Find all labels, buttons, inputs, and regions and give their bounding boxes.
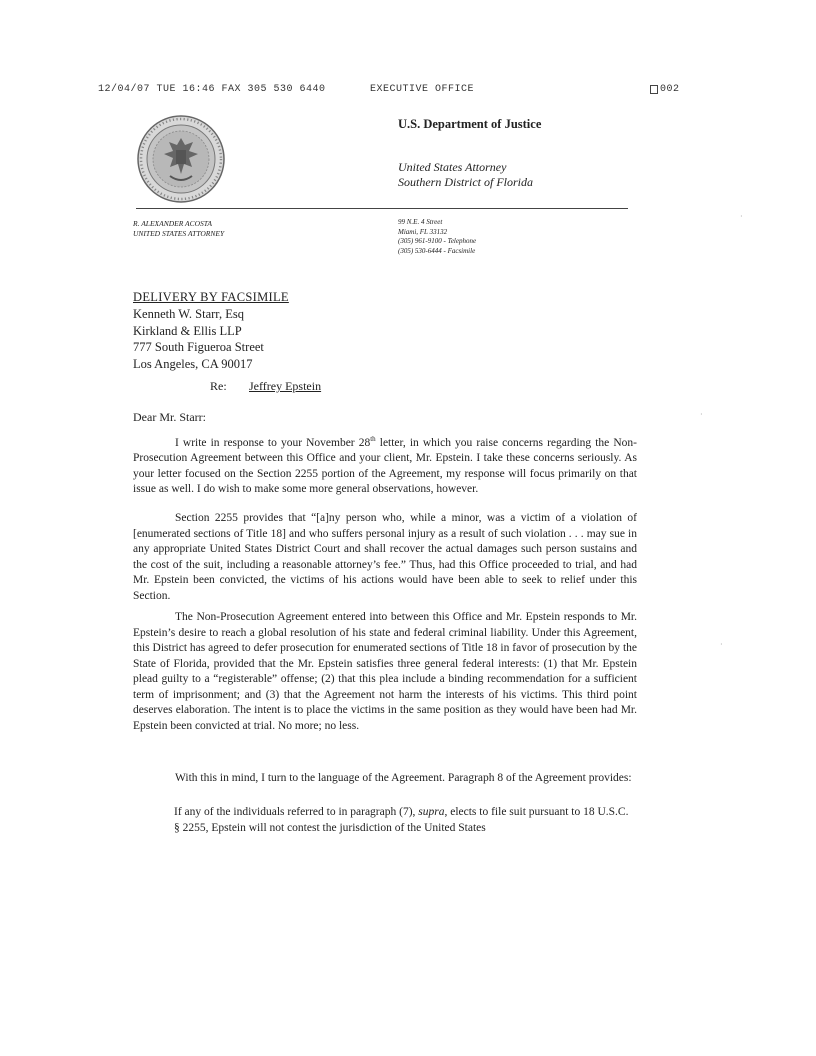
address-street: 99 N.E. 4 Street [398,218,443,226]
office-title: United States Attorney [398,160,507,174]
doj-seal-icon [136,114,226,204]
fax-page-indicator [650,84,680,95]
address-facsimile: (305) 530-6444 - Facsimile [398,246,476,255]
quote-text-start: If any of the individuals referred to in paragraph (7), [174,806,419,818]
body-paragraph-3 [133,610,637,734]
p1-superscript: th [370,435,376,443]
sender-title: UNITED STATES ATTORNEY [133,229,225,238]
recipient-name: Kenneth W. Starr, Esq [133,307,244,321]
re-subject: Jeffrey Epstein [249,379,322,393]
p3-text: The Non-Prosecution Agreement entered into between this Office and Mr. Epstein responds to Mr. Epstein’s desire to reach a global resolution of his state and federal criminal liability. Under this Agreement, this District has agreed to defer prosecution for enumerated sections of Title 18 in favor of prosecution by the State of Florida, provided that the Mr. Epstein satisfies three general federal interests: (1) that Mr. Epstein plead guilty to a “registerable” offense; (2) that this plea include a binding recommendation for a sufficient term of imprisonment; and (3) that the Agreement not harm the interests of his victims. This third point deserves elaboration. The intent is to place the victims in the same position as they would have been had Mr. Epstein been convicted at trial. No more; no less. [133,611,637,732]
address-telephone: (305) 961-9100 - Telephone [398,237,477,245]
p1-text-start: I write in response to your November 28 [175,436,371,449]
re-label: Re: [210,379,227,393]
department-title: U.S. Department of Justice [398,117,542,131]
block-quote [174,805,634,836]
district-name: Southern District of Florida [398,175,533,189]
fax-page-number: 002 [660,84,680,95]
delivery-method: DELIVERY BY FACSIMILE [133,290,289,304]
recipient-city: Los Angeles, CA 90017 [133,356,253,371]
quote-italic: supra [418,806,445,818]
salutation: Dear Mr. Starr: [133,410,206,424]
scan-speck: · [700,410,703,419]
office-block [398,160,533,190]
recipient-firm: Kirkland & Ellis LLP [133,323,242,338]
office-address [398,218,476,256]
p1-text-end: letter, in which you raise concerns regarding the Non-Prosecution Agreement between this Office and your client, Mr. Epstein. I take these concerns seriously. As your letter focused on the Section 2255 portion of the Agreement, my response will focus primarily on that issue as well. I do wish to make some more general observations, however. [133,436,637,496]
p2-text: Section 2255 provides that “[a]ny person who, while a minor, was a victim of a violation of [enumerated sections of Title 18] and who suffers personal injury as a result of such violation . . . may sue in any appropriate United States District Court and shall recover the actual damages such person sustains and the cost of the suit, including a reasonable attorney’s fee.” Thus, had this Office proceeded to trial, and had Mr. Epstein been convicted, the victims of his actions would have been able to seek to relief under this Section. [133,512,637,602]
fax-office-label: EXECUTIVE OFFICE [370,84,475,95]
body-paragraph-2 [133,511,637,604]
body-paragraph-1 [133,432,637,498]
fax-timestamp: 12/04/07 TUE 16:46 FAX 305 530 6440 [98,84,326,95]
scan-speck: · [740,212,743,221]
fax-page-icon [650,85,658,94]
sender-block [133,219,224,239]
letterhead-divider [136,208,628,209]
sender-name: R. ALEXANDER ACOSTA [133,219,212,228]
quote-text-end: , elects to file suit pursuant to 18 U.S.C. § 2255, Epstein will not contest the jurisdiction of the United States [174,806,629,834]
address-city: Miami, FL 33132 [398,227,448,236]
recipient-block [133,306,264,372]
recipient-street: 777 South Figueroa Street [133,340,264,354]
body-paragraph-4 [133,771,637,787]
scan-speck: · [720,640,723,649]
p4-text: With this in mind, I turn to the language of the Agreement. Paragraph 8 of the Agreement provides: [175,772,632,784]
